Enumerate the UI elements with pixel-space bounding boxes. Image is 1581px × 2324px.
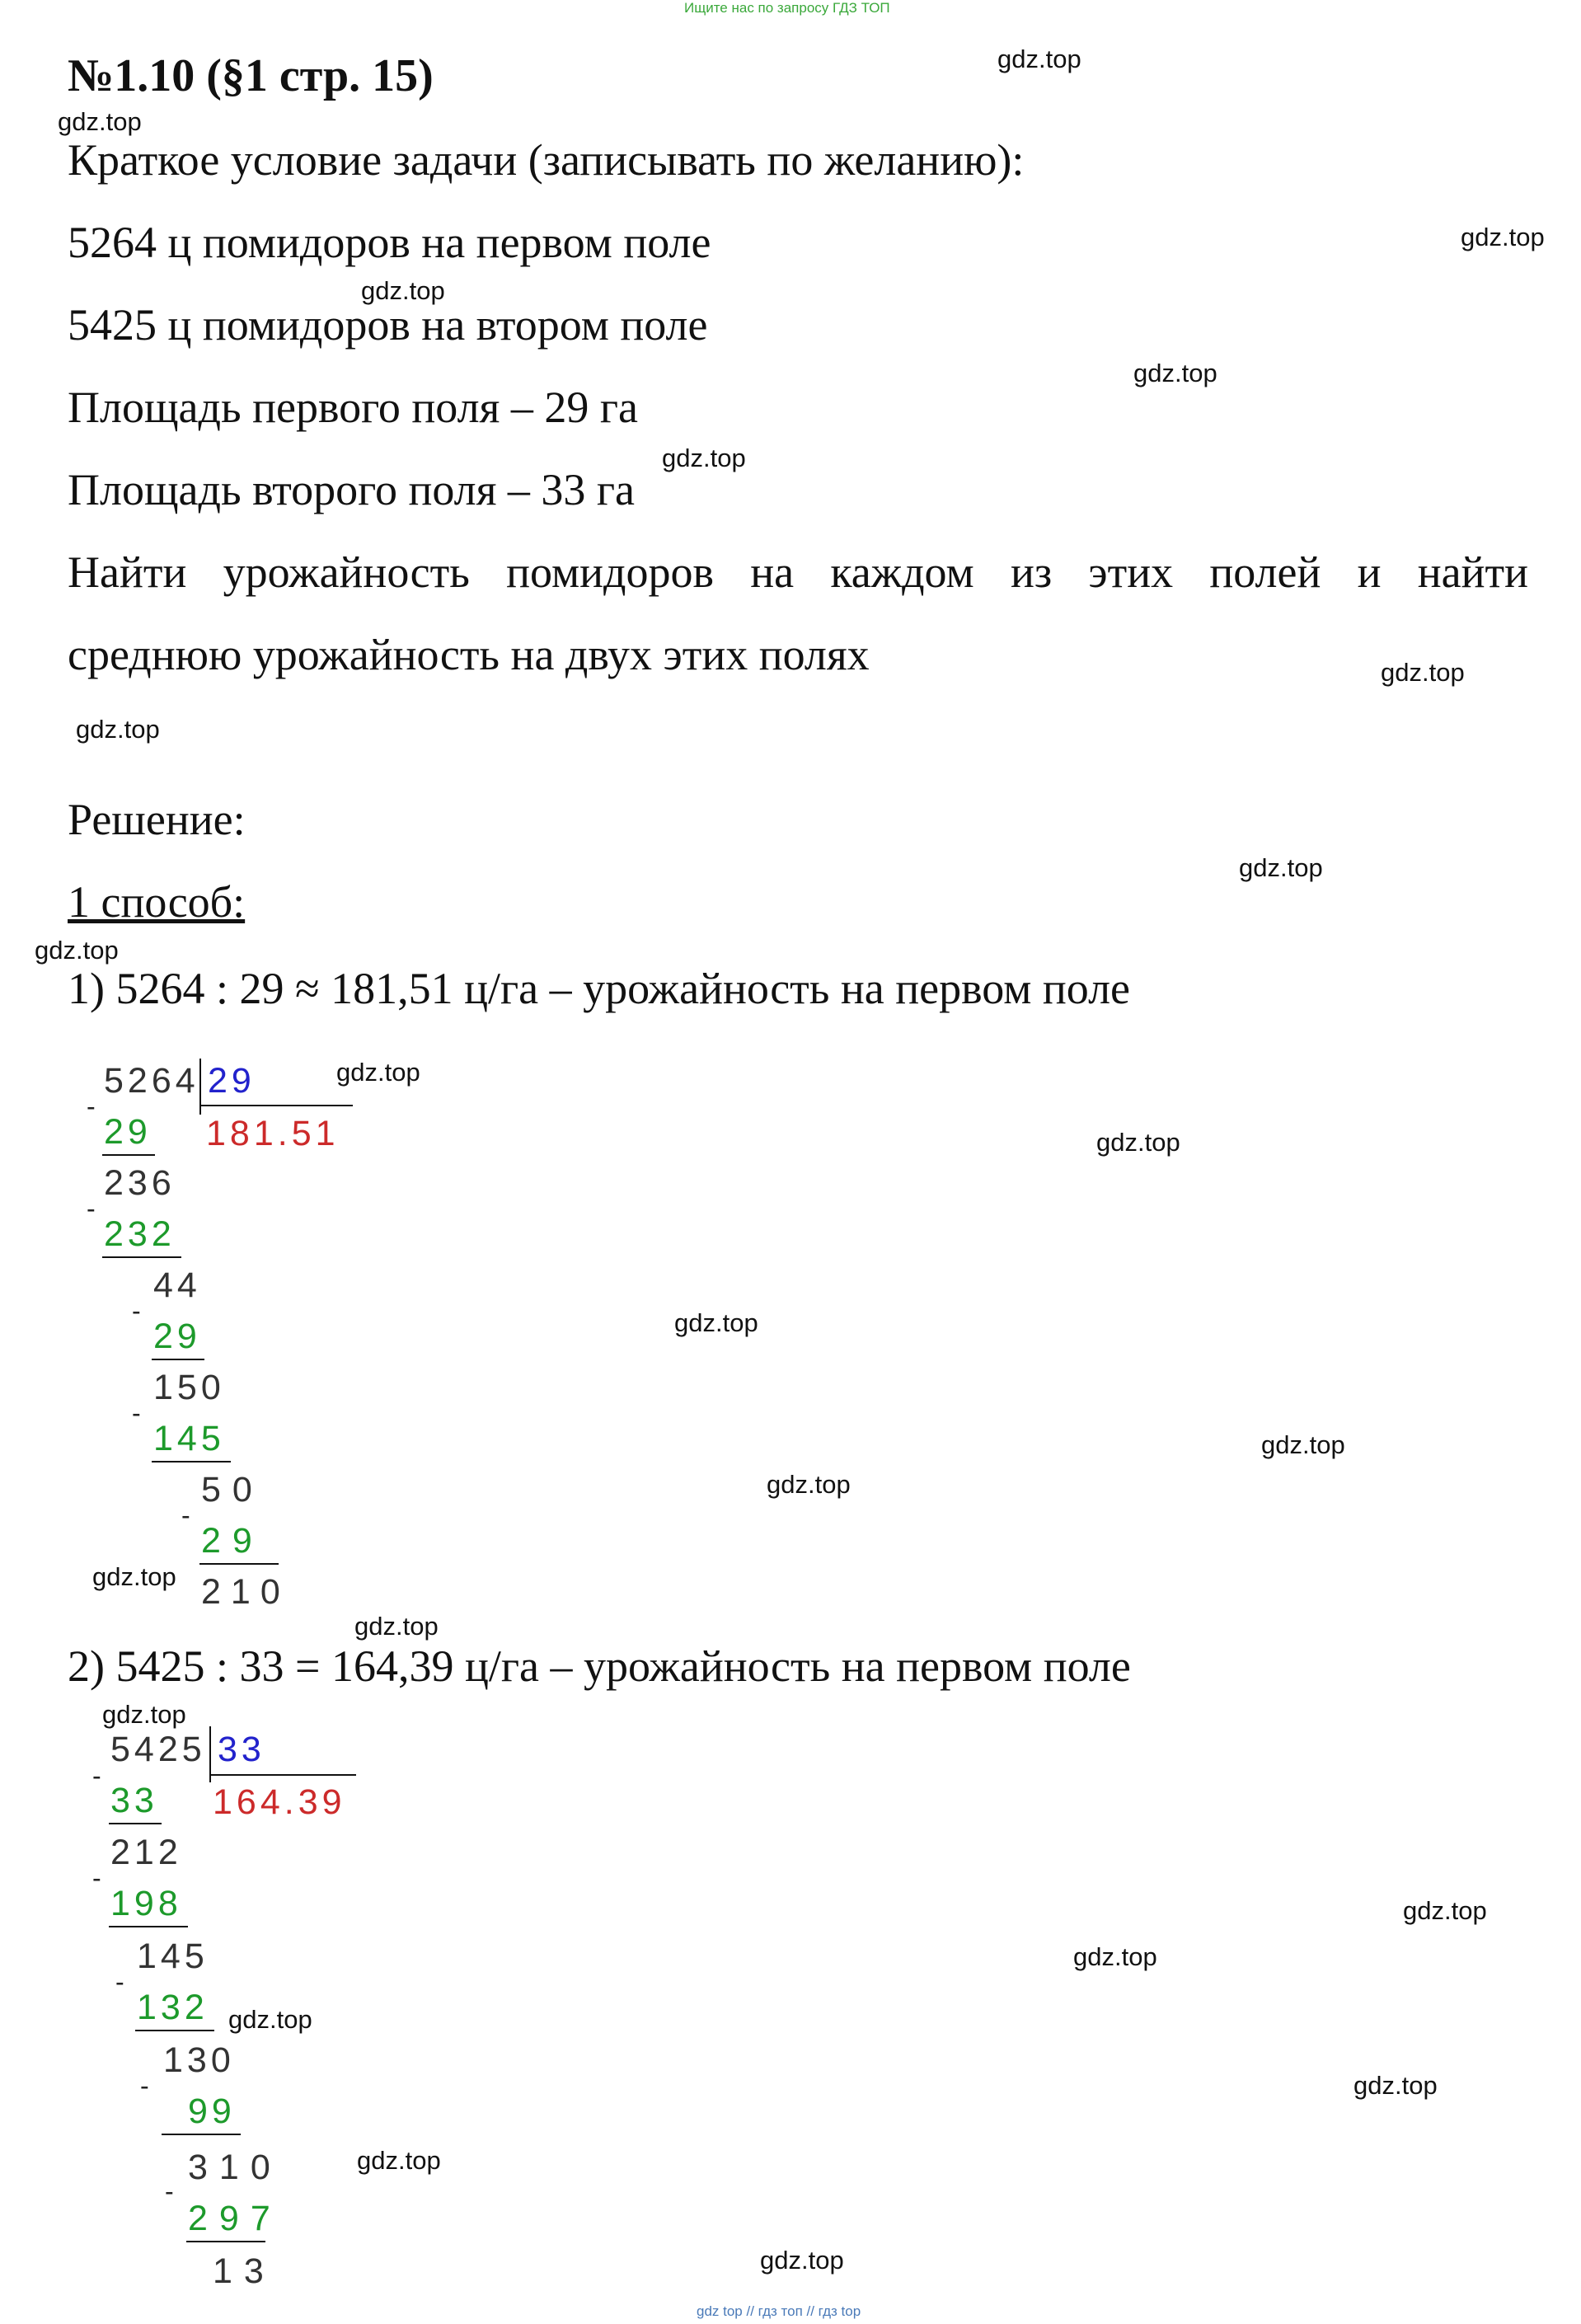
watermark: gdz.top — [997, 45, 1081, 73]
minus-sign: - — [115, 1967, 124, 1997]
method-label: 1 способ: — [68, 877, 246, 927]
quotient-rule-1 — [199, 1105, 353, 1106]
watermark: gdz.top — [1261, 1430, 1345, 1459]
watermark: gdz.top — [361, 276, 445, 305]
remainder-1-1: 236 — [104, 1163, 176, 1203]
minus-sign: - — [181, 1500, 190, 1530]
divisor-2: 33 — [218, 1730, 265, 1769]
top-search-note: Ищите нас по запросу ГДЗ ТОП — [684, 0, 890, 16]
watermark: gdz.top — [357, 2146, 441, 2175]
subtraction-rule — [199, 1563, 279, 1565]
subtraction-rule — [102, 1256, 181, 1258]
condition-line-4: Площадь второго поля – 33 га — [68, 465, 636, 514]
watermark: gdz.top — [1073, 1942, 1157, 1971]
quotient-1: 181.51 — [206, 1114, 340, 1153]
remainder-1-2: 44 — [153, 1265, 201, 1305]
subtrahend-2-2: 198 — [110, 1884, 182, 1923]
subtraction-rule — [152, 1461, 231, 1462]
dividend-1: 5264 — [104, 1061, 199, 1101]
subtraction-rule — [109, 1926, 188, 1927]
minus-sign: - — [92, 1863, 101, 1893]
solution-label: Решение: — [68, 795, 246, 844]
remainder-2-4: 310 — [188, 2148, 282, 2187]
watermark: gdz.top — [58, 107, 142, 136]
subtrahend-2-4: 99 — [188, 2092, 236, 2131]
watermark: gdz.top — [1096, 1128, 1180, 1157]
subtraction-rule — [102, 1154, 155, 1156]
watermark: gdz.top — [76, 715, 160, 744]
minus-sign: - — [87, 1092, 96, 1121]
remainder-2-1: 212 — [110, 1833, 182, 1872]
watermark: gdz.top — [92, 1562, 176, 1591]
watermark: gdz.top — [1353, 2071, 1438, 2100]
subtrahend-1-2: 232 — [104, 1214, 176, 1254]
watermark: gdz.top — [1461, 223, 1545, 251]
subtrahend-1-4: 145 — [153, 1419, 225, 1458]
quotient-rule-2 — [209, 1774, 356, 1776]
watermark: gdz.top — [674, 1308, 758, 1337]
page-title: №1.10 (§1 стр. 15) — [68, 50, 434, 101]
subtrahend-1-1: 29 — [104, 1112, 152, 1152]
watermark: gdz.top — [1239, 853, 1323, 882]
condition-line-2: 5425 ц помидоров на втором поле — [68, 300, 708, 350]
watermark: gdz.top — [1403, 1896, 1487, 1925]
watermark: gdz.top — [1381, 658, 1465, 687]
quotient-2: 164.39 — [213, 1782, 346, 1822]
minus-sign: - — [132, 1398, 141, 1428]
remainder-2-5: 13 — [213, 2251, 275, 2291]
watermark: gdz.top — [767, 1470, 851, 1499]
minus-sign: - — [165, 2176, 174, 2206]
watermark: gdz.top — [354, 1612, 439, 1641]
divisor-1: 29 — [208, 1061, 256, 1101]
remainder-2-2: 145 — [137, 1937, 209, 1976]
minus-sign: - — [92, 1761, 101, 1791]
watermark: gdz.top — [102, 1700, 186, 1729]
subtraction-rule — [135, 2030, 214, 2031]
subtrahend-2-3: 132 — [137, 1988, 209, 2027]
subtrahend-2-1: 33 — [110, 1781, 158, 1820]
watermark: gdz.top — [760, 2246, 844, 2275]
condition-heading: Краткое условие задачи (записывать по желанию): — [68, 135, 1025, 185]
subtraction-rule — [186, 2241, 265, 2242]
condition-line-3: Площадь первого поля – 29 га — [68, 383, 638, 432]
remainder-1-3: 150 — [153, 1368, 225, 1407]
condition-line-1: 5264 ц помидоров на первом поле — [68, 218, 711, 267]
step-2: 2) 5425 : 33 = 164,39 ц/га – урожайность на первом поле — [68, 1641, 1131, 1691]
minus-sign: - — [132, 1296, 141, 1326]
minus-sign: - — [140, 2071, 149, 2101]
watermark: gdz.top — [35, 936, 119, 965]
remainder-1-4: 50 — [201, 1470, 264, 1509]
remainder-1-5: 210 — [201, 1572, 290, 1612]
minus-sign: - — [87, 1194, 96, 1223]
subtrahend-1-3: 29 — [153, 1317, 201, 1356]
subtraction-rule — [162, 2134, 241, 2135]
dividend-2: 5425 — [110, 1730, 206, 1769]
task-line-1: Найти урожайность помидоров на каждом из этих полей и найти — [68, 547, 1528, 597]
remainder-2-3: 130 — [163, 2040, 235, 2080]
task-line-2: среднюю урожайность на двух этих полях — [68, 630, 870, 679]
watermark: gdz.top — [1133, 359, 1217, 387]
subtraction-rule — [109, 1823, 162, 1824]
watermark: gdz.top — [228, 2005, 312, 2034]
subtrahend-2-5: 297 — [188, 2199, 282, 2238]
step-1: 1) 5264 : 29 ≈ 181,51 ц/га – урожайность на первом поле — [68, 964, 1131, 1013]
watermark: gdz.top — [662, 444, 746, 472]
bottom-footer-note: gdz top // гдз топ // гдз top — [697, 2303, 861, 2319]
watermark: gdz.top — [336, 1058, 420, 1087]
subtraction-rule — [152, 1359, 204, 1360]
subtrahend-1-5: 29 — [201, 1521, 264, 1561]
